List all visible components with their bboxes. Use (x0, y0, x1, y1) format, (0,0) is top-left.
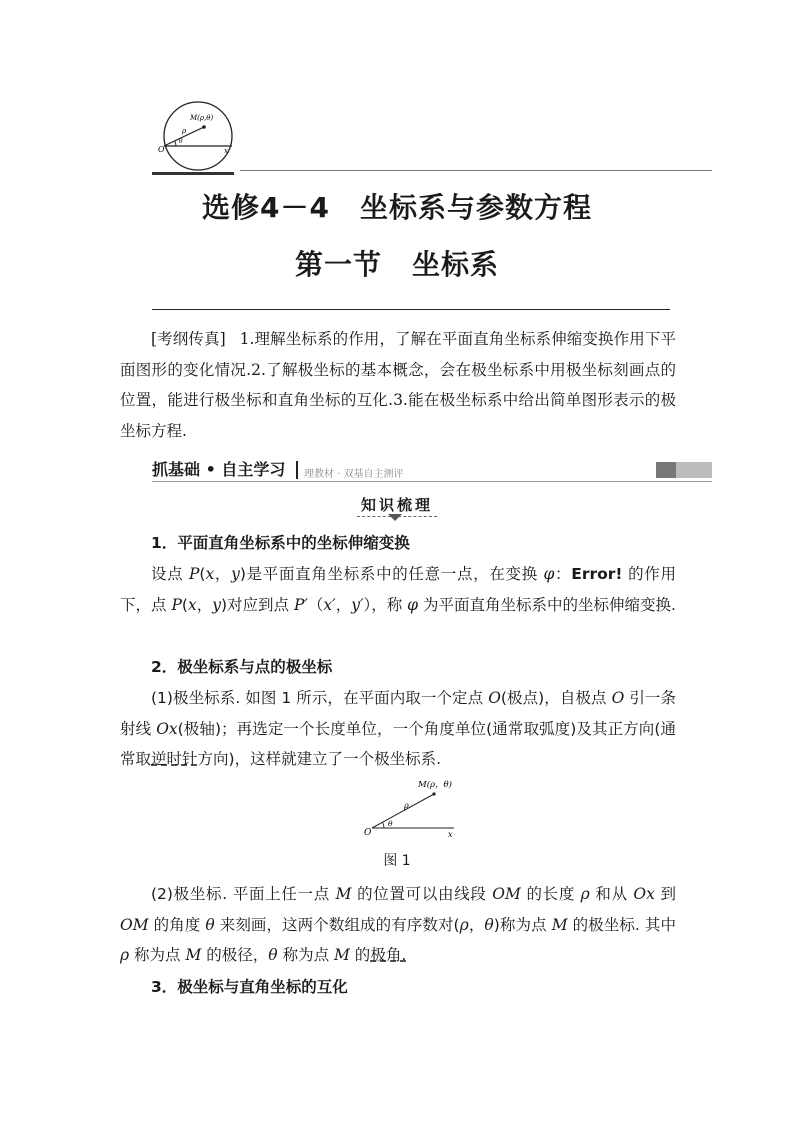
banner-bar-accent (656, 462, 676, 478)
title-topic: 坐标系与参数方程 (359, 191, 592, 224)
figure-angle-label: θ (388, 819, 393, 828)
section3-heading: 3．极坐标与直角坐标的互化 (151, 978, 348, 996)
logo-angle-label: θ (179, 138, 183, 145)
figure-radius-label: ρ (404, 801, 409, 810)
triangle-down-icon (388, 514, 402, 521)
header-rule (240, 170, 712, 171)
section-title (0, 243, 794, 283)
knowledge-heading (0, 494, 794, 515)
title-rule (152, 309, 670, 310)
section-name: 坐标系 (412, 248, 500, 281)
syllabus-paragraph (120, 324, 676, 446)
banner-underline (152, 481, 712, 482)
polar-coordinate-figure (362, 776, 462, 840)
syllabus-text: 1.理解坐标系的作用，了解在平面直角坐标系伸缩变换作用下平面图形的变化情况.2.了解极坐标的基本概念，会在极坐标系中用极坐标刻画点的位置，能进行极坐标和直角坐标的互化.3.能在极坐标系中给出简单图形表示的极坐标方程. (120, 330, 676, 440)
figure-caption: 图 1 (383, 853, 411, 869)
figure-axis-label: x (448, 830, 453, 839)
banner-separator (296, 461, 298, 479)
section1-heading: 1．平面直角坐标系中的坐标伸缩变换 (151, 534, 410, 552)
section-number: 第一节 (294, 248, 382, 281)
section-banner (152, 460, 712, 482)
logo-origin-label: O (158, 145, 165, 154)
header-rule-accent (152, 172, 234, 175)
underlined-counterclockwise: 逆时针 (151, 750, 198, 768)
banner-label: 抓基础 • 自主学习 (152, 460, 286, 479)
title-course: 选修4－4 (202, 191, 330, 224)
syllabus-tag: [考纲传真] (151, 330, 226, 348)
banner-subtitle: 理教材 · 双基自主测评 (304, 469, 404, 480)
underlined-polar-angle: 极角. (370, 946, 407, 964)
section1-paragraph: 设点 P(x，y)是平面直角坐标系中的任意一点，在变换 φ：Error! 的作用下，点 P(x，y)对应到点 P′（x′，y′），称 φ 为平面直角坐标系中的坐标伸缩变换. (120, 565, 676, 614)
section2-polar-system-paragraph: (1)极坐标系. 如图 1 所示，在平面内取一个定点 O(极点)，自极点 O 引一条射线 Ox(极轴)；再选定一个长度单位，一个角度单位(通常取弧度)及其正方向(通常取逆时针方向)，这样就建立了一个极坐标系. (120, 689, 676, 768)
polar-circle-logo (152, 100, 244, 176)
error-token: Error! (571, 565, 623, 583)
logo-point-label: M(ρ,θ) (190, 114, 214, 122)
logo-axis-label: x (224, 147, 228, 155)
figure-origin-label: O (364, 828, 372, 838)
figure-point-label: M(ρ，θ) (418, 780, 452, 790)
logo-radius-label: ρ (182, 127, 187, 135)
section2-polar-coordinate-paragraph: (2)极坐标. 平面上任一点 M 的位置可以由线段 OM 的长度 ρ 和从 Ox 到 OM 的角度 θ 来刻画，这两个数组成的有序数对(ρ，θ)称为点 M 的极坐标. 其中 ρ 称为点 M 的极径，θ 称为点 M 的极角. (120, 885, 676, 964)
knowledge-heading-text: 知识梳理 (357, 496, 437, 517)
section2-heading: 2．极坐标系与点的极坐标 (151, 658, 333, 676)
page-title (0, 186, 794, 226)
